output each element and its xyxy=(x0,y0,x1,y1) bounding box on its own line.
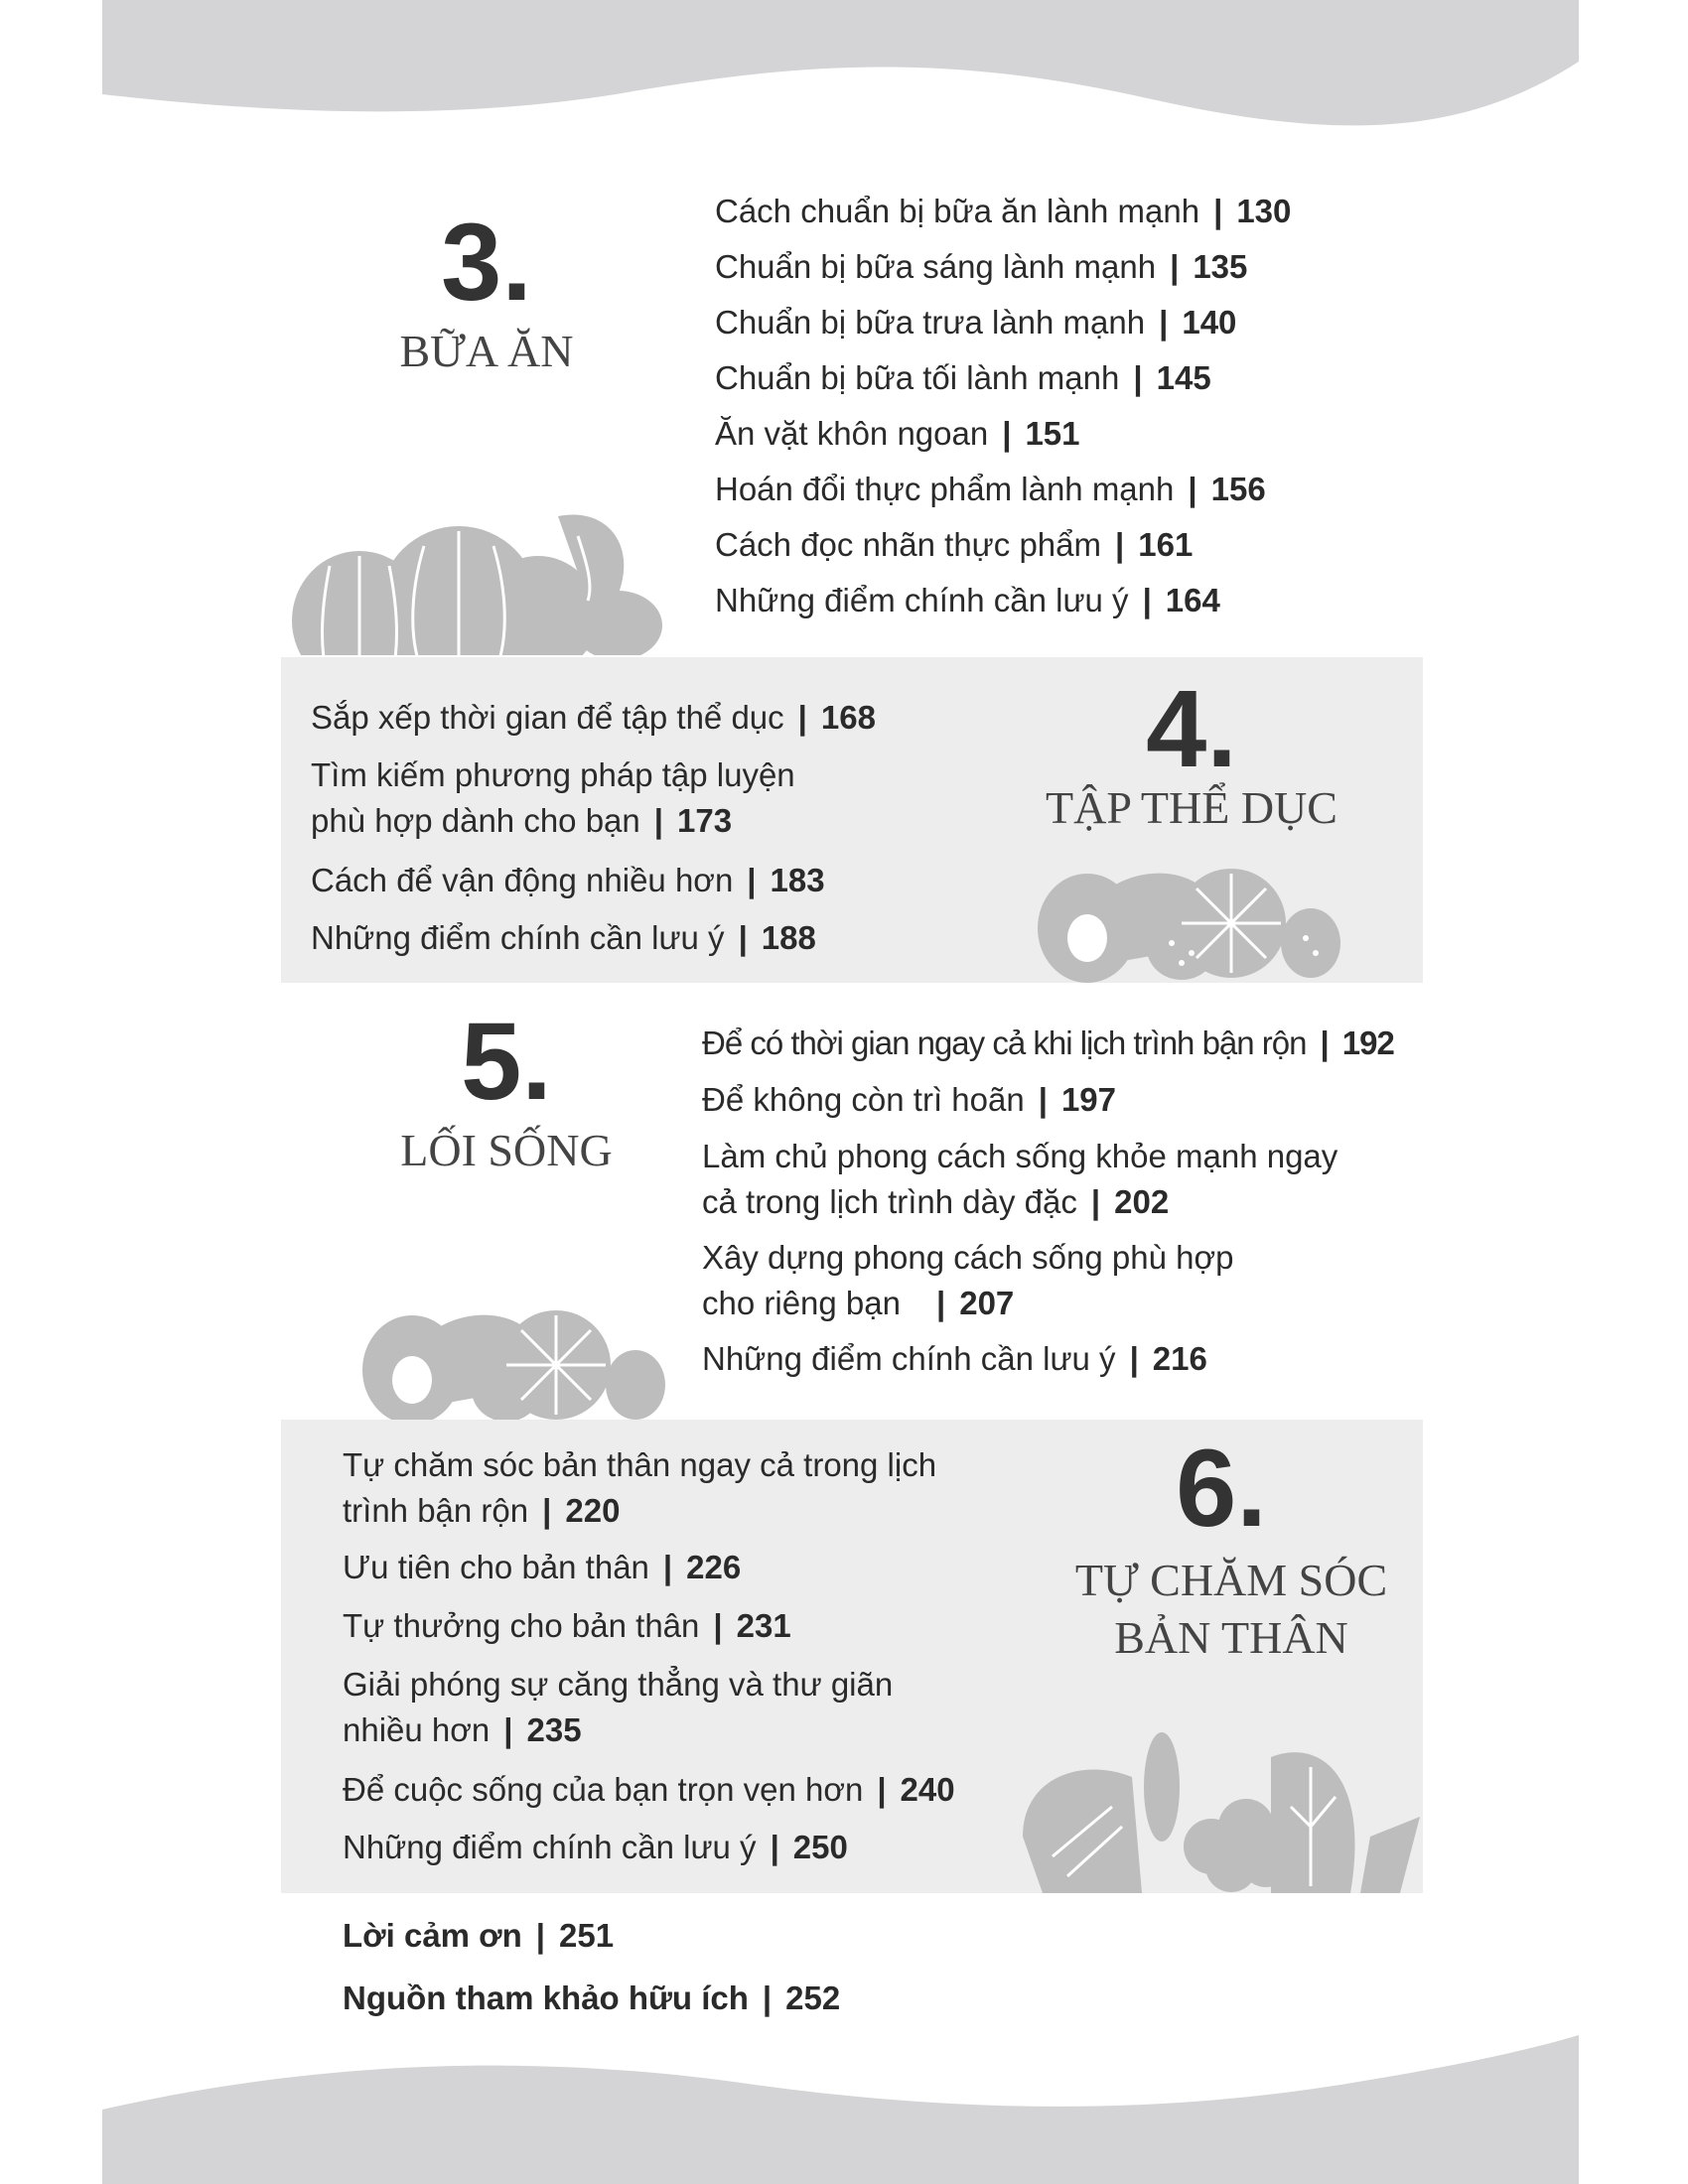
toc-entry[interactable] xyxy=(702,1077,1116,1123)
separator: | xyxy=(1038,1081,1048,1118)
separator: | xyxy=(1320,1024,1329,1061)
toc-entry-page: 183 xyxy=(770,862,825,898)
toc-entry[interactable] xyxy=(702,1336,1207,1382)
section-3-number: 3. xyxy=(441,202,532,324)
section-3-title: BỮA ĂN xyxy=(399,326,574,376)
section-6-title-line1: TỰ CHĂM SÓC xyxy=(1074,1555,1388,1605)
separator: | xyxy=(653,802,663,839)
toc-entry-title: Để không còn trì hoãn xyxy=(702,1081,1025,1118)
separator: | xyxy=(1090,1183,1101,1220)
toc-entry[interactable] xyxy=(343,1825,848,1870)
separator: | xyxy=(770,1829,779,1865)
fruits-illustration-icon xyxy=(1033,854,1350,983)
back-matter-entry[interactable] xyxy=(343,1976,840,2021)
toc-entry[interactable] xyxy=(343,1767,955,1813)
back-matter-entry[interactable] xyxy=(343,1913,614,1959)
toc-entry-title: Những điểm chính cần lưu ý xyxy=(702,1340,1116,1377)
toc-entry-page: 220 xyxy=(565,1492,621,1529)
separator: | xyxy=(1133,359,1143,396)
toc-entry-title: Hoán đổi thực phẩm lành mạnh xyxy=(715,471,1175,507)
section-6-title xyxy=(1023,1552,1440,1666)
toc-entry-page: 192 xyxy=(1341,1024,1394,1061)
section-6-number: 6. xyxy=(1176,1428,1267,1550)
toc-entry-page: 252 xyxy=(785,1979,841,2016)
separator: | xyxy=(762,1979,773,2016)
toc-entry[interactable] xyxy=(343,1442,936,1534)
toc-entry-page: 161 xyxy=(1138,526,1194,563)
toc-entry-page: 145 xyxy=(1156,359,1211,396)
toc-entry-page: 135 xyxy=(1193,248,1248,285)
toc-entry-page: 197 xyxy=(1060,1081,1117,1118)
fruits-illustration-icon xyxy=(357,1296,675,1425)
toc-entry-title: Cách đọc nhãn thực phẩm xyxy=(715,526,1101,563)
separator: | xyxy=(1115,526,1125,563)
toc-entry-page: 168 xyxy=(820,699,876,736)
section-6-title-line2: BẢN THÂN xyxy=(1114,1611,1348,1663)
toc-entry-title: Xây dựng phong cách sống phù hợp xyxy=(702,1239,1234,1276)
toc-entry-title-line2: cả trong lịch trình dày đặc xyxy=(702,1183,1077,1220)
toc-entry-title: Làm chủ phong cách sống khỏe mạnh ngay xyxy=(702,1138,1338,1174)
toc-entry-page: 151 xyxy=(1025,415,1080,452)
toc-entry-page: 226 xyxy=(686,1549,742,1585)
toc-entry[interactable] xyxy=(343,1545,741,1590)
separator: | xyxy=(1142,582,1152,618)
bottom-wave-decoration xyxy=(0,2005,1688,2184)
toc-entry-page: 250 xyxy=(792,1829,848,1865)
toc-entry-page: 156 xyxy=(1210,471,1266,507)
toc-entry[interactable] xyxy=(715,244,1247,290)
toc-entry[interactable] xyxy=(343,1662,893,1753)
toc-entry-title-line2: cho riêng bạn xyxy=(702,1285,901,1321)
toc-entry-page: 235 xyxy=(526,1711,582,1748)
toc-entry[interactable] xyxy=(311,752,795,844)
section-5-title: LỐI SỐNG xyxy=(400,1125,613,1175)
toc-entry-page: 202 xyxy=(1114,1183,1170,1220)
toc-entry-title: Nguồn tham khảo hữu ích xyxy=(343,1979,749,2016)
separator: | xyxy=(1129,1340,1139,1377)
separator: | xyxy=(747,862,757,898)
toc-entry-title: Sắp xếp thời gian để tập thể dục xyxy=(311,699,784,736)
separator: | xyxy=(1213,193,1223,229)
separator: | xyxy=(1159,304,1169,341)
toc-entry[interactable] xyxy=(715,189,1291,234)
toc-entry[interactable] xyxy=(702,1021,1394,1066)
toc-entry-title: Cách chuẩn bị bữa ăn lành mạnh xyxy=(715,193,1200,229)
toc-entry[interactable] xyxy=(343,1603,791,1649)
toc-entry[interactable] xyxy=(702,1235,1233,1326)
toc-entry-title-line2: trình bận rộn xyxy=(343,1492,529,1529)
toc-entry-page: 251 xyxy=(559,1917,615,1954)
separator: | xyxy=(1170,248,1180,285)
toc-entry[interactable] xyxy=(715,355,1211,401)
toc-entry-title: Ăn vặt khôn ngoan xyxy=(715,415,989,452)
toc-entry-title: Để cuộc sống của bạn trọn vẹn hơn xyxy=(343,1771,864,1808)
toc-entry[interactable] xyxy=(702,1134,1337,1225)
separator: | xyxy=(503,1711,513,1748)
toc-entry-page: 173 xyxy=(677,802,733,839)
toc-entry-page: 164 xyxy=(1165,582,1220,618)
toc-entry[interactable] xyxy=(311,858,825,903)
top-wave-decoration xyxy=(0,0,1688,134)
separator: | xyxy=(542,1492,552,1529)
toc-entry-title: Cách để vận động nhiều hơn xyxy=(311,862,734,898)
section-4-number: 4. xyxy=(1146,668,1237,790)
toc-entry-page: 188 xyxy=(761,919,816,956)
toc-entry[interactable] xyxy=(715,578,1220,623)
toc-entry[interactable] xyxy=(311,915,816,961)
toc-entry[interactable] xyxy=(311,695,876,741)
toc-entry[interactable] xyxy=(715,467,1266,512)
separator: | xyxy=(738,919,748,956)
vegetables-illustration-icon xyxy=(290,506,707,655)
toc-entry-page: 240 xyxy=(900,1771,955,1808)
separator: | xyxy=(535,1917,546,1954)
toc-entry-title-line2: phù hợp dành cho bạn xyxy=(311,802,640,839)
separator: | xyxy=(662,1549,673,1585)
toc-entry-title: Tìm kiếm phương pháp tập luyện xyxy=(311,756,795,793)
toc-entry-title: Những điểm chính cần lưu ý xyxy=(311,919,725,956)
toc-entry-page: 231 xyxy=(736,1607,791,1644)
separator: | xyxy=(1002,415,1012,452)
toc-entry-title-line2: nhiều hơn xyxy=(343,1711,491,1748)
section-4-title: TẬP THỂ DỤC xyxy=(1046,782,1337,833)
toc-entry-title: Tự thưởng cho bản thân xyxy=(343,1607,700,1644)
section-5-number: 5. xyxy=(461,1001,552,1123)
separator: | xyxy=(935,1285,946,1321)
toc-entry-title: Lời cảm ơn xyxy=(343,1917,522,1954)
toc-entry-title: Giải phóng sự căng thẳng và thư giãn xyxy=(343,1666,894,1703)
toc-entry-title: Tự chăm sóc bản thân ngay cả trong lịch xyxy=(343,1446,937,1483)
toc-entry-title: Chuẩn bị bữa tối lành mạnh xyxy=(715,359,1120,396)
separator: | xyxy=(1188,471,1197,507)
separator: | xyxy=(877,1771,887,1808)
toc-entry-title: Những điểm chính cần lưu ý xyxy=(343,1829,757,1865)
toc-entry-title: Chuẩn bị bữa sáng lành mạnh xyxy=(715,248,1157,285)
toc-entry[interactable] xyxy=(715,522,1193,568)
toc-entry-title: Để có thời gian ngay cả khi lịch trình bận rộn xyxy=(702,1024,1307,1061)
toc-entry-page: 140 xyxy=(1182,304,1237,341)
toc-entry-title: Những điểm chính cần lưu ý xyxy=(715,582,1129,618)
separator: | xyxy=(797,699,807,736)
vegetables-illustration-icon xyxy=(1023,1717,1430,1893)
toc-entry[interactable] xyxy=(715,411,1080,457)
toc-entry-page: 216 xyxy=(1152,1340,1207,1377)
toc-entry-title: Ưu tiên cho bản thân xyxy=(343,1549,649,1585)
toc-entry-page: 207 xyxy=(959,1285,1015,1321)
toc-entry-page: 130 xyxy=(1236,193,1292,229)
separator: | xyxy=(713,1607,723,1644)
toc-entry[interactable] xyxy=(715,300,1236,345)
toc-entry-title: Chuẩn bị bữa trưa lành mạnh xyxy=(715,304,1146,341)
